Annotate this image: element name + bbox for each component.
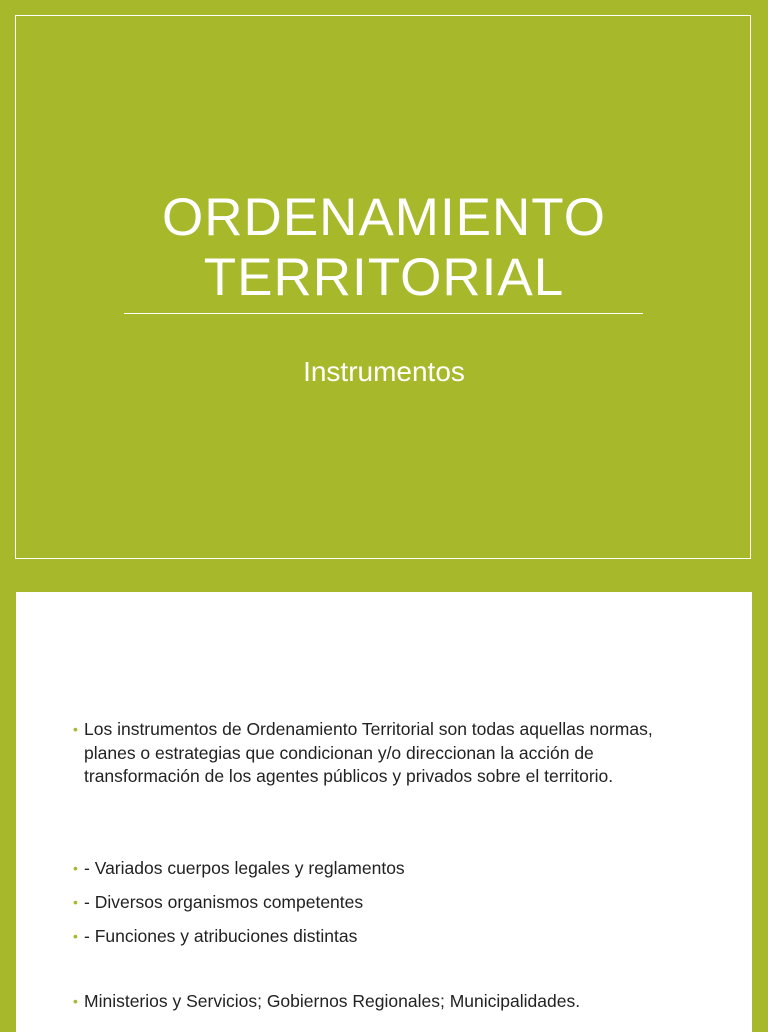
bullet-item — [73, 925, 694, 949]
bullet-dot-icon: • — [73, 993, 78, 1009]
bullet-item — [73, 891, 694, 915]
bullet-text: Ministerios y Servicios; Gobiernos Regionales; Municipalidades. — [84, 991, 581, 1011]
bullet-dot-icon: • — [73, 721, 78, 737]
bullet-text: Los instrumentos de Ordenamiento Territorial son todas aquellas normas, planes o estrategias que condicionan y/o direccionan la acción de transformación de los agentes públicos y privados sobre el territorio. — [84, 719, 653, 786]
bullet-dot-icon: • — [73, 860, 78, 876]
bullet-item — [73, 990, 694, 1014]
slide-title — [60, 188, 708, 308]
bullet-dot-icon: • — [73, 894, 78, 910]
slide-title-line-1: ORDENAMIENTO — [162, 188, 606, 247]
bullet-item — [73, 718, 694, 789]
bullet-text: - Variados cuerpos legales y reglamentos — [84, 858, 405, 878]
slide-subtitle: Instrumentos — [303, 356, 465, 387]
bullet-dot-icon: • — [73, 928, 78, 944]
bullet-text: - Diversos organismos competentes — [84, 892, 364, 912]
content-slide — [16, 592, 752, 1032]
title-divider — [124, 313, 643, 314]
bullet-item — [73, 857, 694, 881]
slide-title-line-2: TERRITORIAL — [203, 248, 565, 307]
bullet-text: - Funciones y atribuciones distintas — [84, 926, 358, 946]
